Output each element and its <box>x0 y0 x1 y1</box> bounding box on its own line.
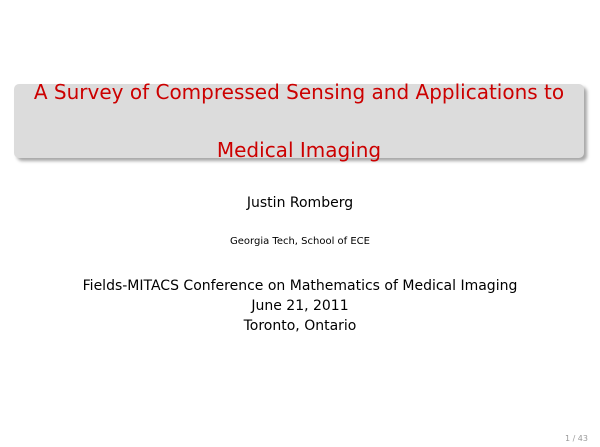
slide-title <box>29 49 569 194</box>
page-number: 1 / 43 <box>564 434 588 443</box>
conference-name: Fields-MITACS Conference on Mathematics of Medical Imaging <box>82 278 518 294</box>
title-box <box>14 79 584 162</box>
title-line-2: Medical Imaging <box>216 137 382 162</box>
venue-block <box>0 276 600 336</box>
title-line-1: A Survey of Compressed Sensing and Applications to <box>33 79 565 104</box>
author-name: Justin Romberg <box>246 195 354 211</box>
conference-location: Toronto, Ontario <box>243 318 357 334</box>
conference-date: June 21, 2011 <box>251 298 349 314</box>
author-affiliation: Georgia Tech, School of ECE <box>230 236 370 247</box>
